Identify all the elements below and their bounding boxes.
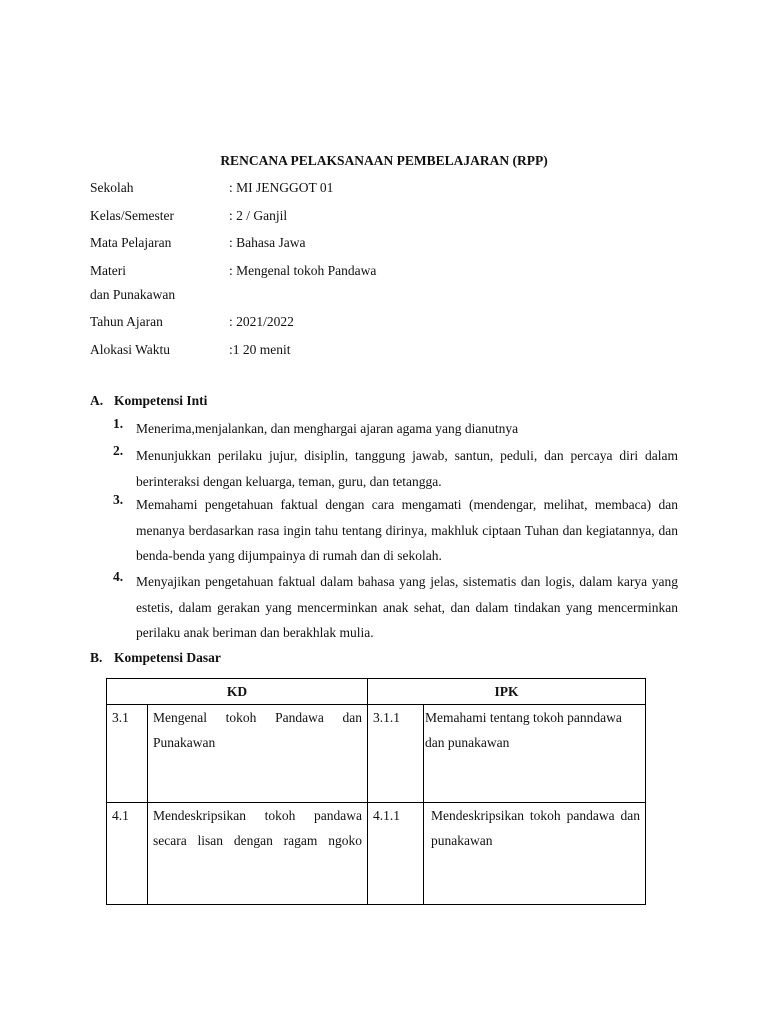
list-item-text: Memahami pengetahuan faktual dengan cara mengamati (mendengar, melihat, membaca) dan menanya berdasarkan rasa ingin tahu tentang dirinya, makhluk ciptaan Tuhan dan kegiatannya, dan benda-benda yang dijumpainya di rumah dan di sekolah. (136, 497, 678, 564)
list-item-number: 1. (113, 416, 124, 431)
sekolah-label: Sekolah (90, 180, 134, 195)
kd-text-content: Mengenal tokoh Pandawa dan Punakawan (153, 710, 362, 750)
section-b-title: Kompetensi Dasar (114, 650, 221, 665)
tahun-label: Tahun Ajaran (90, 314, 163, 329)
list-item-text: Menerima,menjalankan, dan menghargai ajaran agama yang dianutnya (136, 421, 519, 436)
table-row (107, 705, 646, 803)
section-a-letter: A. (90, 393, 104, 408)
ipk-text-content: Mendeskripsikan tokoh pandawa dan punakawan (431, 808, 641, 848)
kd-ipk-table (106, 678, 646, 905)
section-a-heading (90, 393, 207, 409)
section-b-letter: B. (90, 650, 103, 665)
sekolah-value: : MI JENGGOT 01 (229, 180, 334, 195)
kelas-label: Kelas/Semester (90, 208, 174, 223)
kd-text (148, 705, 368, 803)
section-b-heading (90, 650, 221, 666)
ipk-text (424, 803, 646, 905)
kd-number: 4.1 (107, 803, 148, 905)
ipk-text (424, 705, 646, 803)
ipk-header: IPK (368, 679, 646, 705)
kd-header: KD (107, 679, 368, 705)
mapel-value: : Bahasa Jawa (229, 235, 306, 250)
alokasi-label: Alokasi Waktu (90, 342, 171, 357)
document-title: RENCANA PELAKSANAAN PEMBELAJARAN (RPP) (220, 153, 548, 168)
ipk-text-content: Memahami tentang tokoh panndawa dan punakawan (425, 710, 622, 750)
table-header-row (107, 679, 646, 705)
list-item-number: 4. (113, 569, 124, 584)
kd-text-content: Mendeskripsikan tokoh pandawa secara lisan dengan ragam ngoko (153, 808, 362, 848)
ipk-number: 4.1.1 (368, 803, 424, 905)
kd-number: 3.1 (107, 705, 148, 803)
mapel-label: Mata Pelajaran (90, 235, 172, 250)
section-a-title: Kompetensi Inti (114, 393, 208, 408)
kd-text (148, 803, 368, 905)
list-item-text: Menyajikan pengetahuan faktual dalam bahasa yang jelas, sistematis dan logis, dalam karya yang estetis, dalam gerakan yang mencerminkan anak sehat, dan dalam tindakan yang mencerminkan perilaku anak beriman dan berakhlak mulia. (136, 574, 678, 641)
list-item (113, 492, 678, 569)
list-item-number: 3. (113, 492, 124, 507)
list-item-text: Menunjukkan perilaku jujur, disiplin, tanggung jawab, santun, peduli, dan percaya diri dalam berinteraksi dengan keluarga, teman, guru, dan tetangga. (136, 448, 678, 489)
list-item-number: 2. (113, 443, 124, 458)
alokasi-value: :1 20 menit (229, 342, 291, 357)
tahun-value: : 2021/2022 (229, 314, 294, 329)
table-row (107, 803, 646, 905)
ipk-number: 3.1.1 (368, 705, 424, 803)
materi-label: Materi (90, 263, 126, 278)
list-item (113, 443, 678, 494)
materi-value: : Mengenal tokoh Pandawa (229, 263, 377, 278)
kelas-value: : 2 / Ganjil (229, 208, 288, 223)
list-item (113, 416, 678, 442)
materi-continuation: dan Punakawan (90, 287, 176, 302)
list-item (113, 569, 678, 646)
